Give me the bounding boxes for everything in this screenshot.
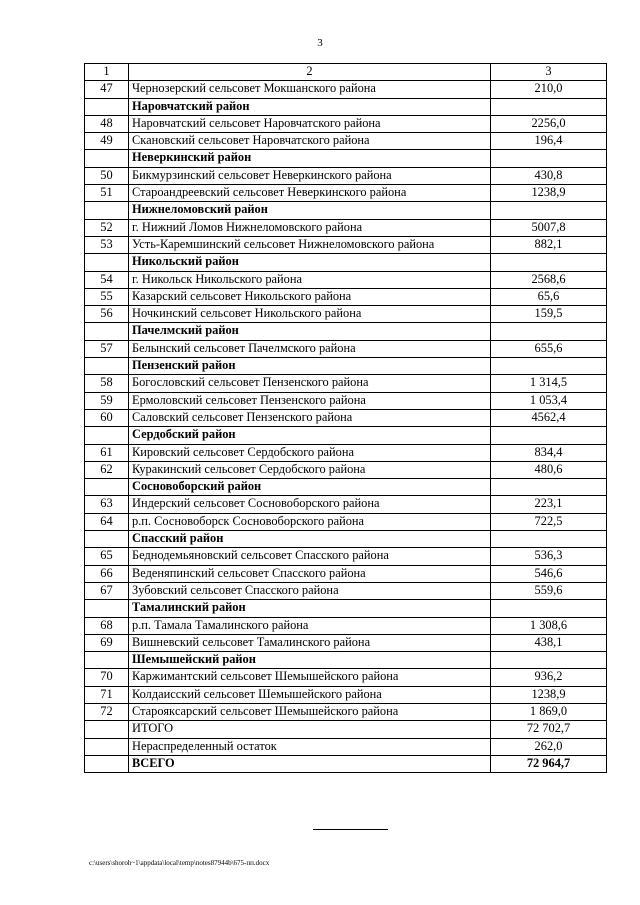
table-row — [85, 444, 607, 461]
total-row — [85, 738, 607, 755]
amount-value: 65,6 — [491, 288, 607, 305]
district-name: Тамалинский район — [129, 600, 491, 617]
municipality-name: Наровчатский сельсовет Наровчатского района — [129, 115, 491, 132]
municipality-name: г. Нижний Ломов Нижнеломовского района — [129, 219, 491, 236]
amount-value: 480,6 — [491, 461, 607, 478]
district-name: Пензенский район — [129, 358, 491, 375]
district-name: Никольский район — [129, 254, 491, 271]
table-row — [85, 703, 607, 720]
district-name: Сердобский район — [129, 427, 491, 444]
amount-value: 262,0 — [491, 738, 607, 755]
municipality-name: Зубовский сельсовет Спасского района — [129, 582, 491, 599]
table-header-row — [85, 64, 607, 81]
table-row — [85, 219, 607, 236]
value-cell — [491, 479, 607, 496]
amount-value: 5007,8 — [491, 219, 607, 236]
value-cell — [491, 427, 607, 444]
row-number-cell — [85, 323, 129, 340]
district-header-row — [85, 479, 607, 496]
row-number-cell — [85, 479, 129, 496]
table-row — [85, 565, 607, 582]
header-col-3: 3 — [491, 64, 607, 81]
row-number: 64 — [85, 513, 129, 530]
district-header-row — [85, 600, 607, 617]
table-row — [85, 115, 607, 132]
value-cell — [491, 600, 607, 617]
amount-value: 159,5 — [491, 306, 607, 323]
header-col-2: 2 — [129, 64, 491, 81]
municipality-name: Ермоловский сельсовет Пензенского района — [129, 392, 491, 409]
row-number: 52 — [85, 219, 129, 236]
row-number: 66 — [85, 565, 129, 582]
row-number — [85, 738, 129, 755]
row-number-cell — [85, 150, 129, 167]
table-row — [85, 392, 607, 409]
row-number: 59 — [85, 392, 129, 409]
row-number: 58 — [85, 375, 129, 392]
row-number-cell — [85, 531, 129, 548]
municipality-name: Кировский сельсовет Сердобского района — [129, 444, 491, 461]
header-col-1: 1 — [85, 64, 129, 81]
row-number: 67 — [85, 582, 129, 599]
amount-value: 559,6 — [491, 582, 607, 599]
municipality-name: Староандреевский сельсовет Неверкинского района — [129, 185, 491, 202]
district-name: Пачелмский район — [129, 323, 491, 340]
table-row — [85, 81, 607, 98]
district-name: Нижнеломовский район — [129, 202, 491, 219]
district-header-row — [85, 323, 607, 340]
district-header-row — [85, 98, 607, 115]
row-number: 63 — [85, 496, 129, 513]
amount-value: 196,4 — [491, 133, 607, 150]
value-cell — [491, 98, 607, 115]
footer-file-path: c:\users\shoroh~1\appdata\local\temp\notes87944b\675-пп.docx — [89, 859, 270, 867]
row-number-cell — [85, 652, 129, 669]
row-number: 50 — [85, 167, 129, 184]
municipality-name: Куракинский сельсовет Сердобского района — [129, 461, 491, 478]
municipality-name: Богословский сельсовет Пензенского района — [129, 375, 491, 392]
row-number: 53 — [85, 236, 129, 253]
district-header-row — [85, 254, 607, 271]
row-number: 56 — [85, 306, 129, 323]
value-cell — [491, 202, 607, 219]
amount-value: 2568,6 — [491, 271, 607, 288]
municipality-name: Индерский сельсовет Сосновоборского района — [129, 496, 491, 513]
table-row — [85, 582, 607, 599]
amount-value: 72 964,7 — [491, 755, 607, 772]
amount-value: 430,8 — [491, 167, 607, 184]
municipality-name: Веденяпинский сельсовет Спасского района — [129, 565, 491, 582]
table-row — [85, 185, 607, 202]
district-header-row — [85, 358, 607, 375]
amount-value: 1 308,6 — [491, 617, 607, 634]
amount-value: 2256,0 — [491, 115, 607, 132]
row-number: 47 — [85, 81, 129, 98]
total-row — [85, 721, 607, 738]
district-name: Неверкинский район — [129, 150, 491, 167]
municipality-name: Нераспределенный остаток — [129, 738, 491, 755]
value-cell — [491, 358, 607, 375]
table-row — [85, 340, 607, 357]
table-row — [85, 167, 607, 184]
row-number: 57 — [85, 340, 129, 357]
district-name: Спасский район — [129, 531, 491, 548]
amount-value: 4562,4 — [491, 409, 607, 426]
table-row — [85, 461, 607, 478]
row-number: 54 — [85, 271, 129, 288]
value-cell — [491, 652, 607, 669]
amount-value: 546,6 — [491, 565, 607, 582]
row-number-cell — [85, 202, 129, 219]
table-row — [85, 617, 607, 634]
table-row — [85, 513, 607, 530]
row-number-cell — [85, 427, 129, 444]
amount-value: 1 053,4 — [491, 392, 607, 409]
table-row — [85, 496, 607, 513]
value-cell — [491, 323, 607, 340]
district-header-row — [85, 202, 607, 219]
table-row — [85, 686, 607, 703]
amount-value: 1238,9 — [491, 185, 607, 202]
amount-value: 72 702,7 — [491, 721, 607, 738]
page-number: 3 — [317, 37, 323, 49]
row-number: 60 — [85, 409, 129, 426]
table-row — [85, 375, 607, 392]
row-number-cell — [85, 254, 129, 271]
row-number: 51 — [85, 185, 129, 202]
row-number: 49 — [85, 133, 129, 150]
district-name: Сосновоборский район — [129, 479, 491, 496]
amount-value: 722,5 — [491, 513, 607, 530]
district-header-row — [85, 531, 607, 548]
row-number: 71 — [85, 686, 129, 703]
table-row — [85, 548, 607, 565]
row-number-cell — [85, 600, 129, 617]
value-cell — [491, 150, 607, 167]
row-number: 69 — [85, 634, 129, 651]
row-number — [85, 755, 129, 772]
table-row — [85, 133, 607, 150]
row-number: 62 — [85, 461, 129, 478]
value-cell — [491, 254, 607, 271]
row-number-cell — [85, 98, 129, 115]
amount-value: 1 869,0 — [491, 703, 607, 720]
row-number-cell — [85, 358, 129, 375]
amount-value: 210,0 — [491, 81, 607, 98]
district-header-row — [85, 150, 607, 167]
table-row — [85, 306, 607, 323]
amount-value: 882,1 — [491, 236, 607, 253]
row-number: 61 — [85, 444, 129, 461]
municipality-name: ИТОГО — [129, 721, 491, 738]
allocation-table — [84, 63, 607, 773]
district-header-row — [85, 652, 607, 669]
row-number: 48 — [85, 115, 129, 132]
amount-value: 936,2 — [491, 669, 607, 686]
amount-value: 655,6 — [491, 340, 607, 357]
municipality-name: Бикмурзинский сельсовет Неверкинского района — [129, 167, 491, 184]
row-number: 72 — [85, 703, 129, 720]
end-rule — [313, 829, 388, 830]
row-number: 70 — [85, 669, 129, 686]
municipality-name: Вишневский сельсовет Тамалинского района — [129, 634, 491, 651]
row-number: 65 — [85, 548, 129, 565]
table-row — [85, 409, 607, 426]
row-number: 68 — [85, 617, 129, 634]
municipality-name: р.п. Сосновоборск Сосновоборского района — [129, 513, 491, 530]
municipality-name: Колдаисский сельсовет Шемышейского района — [129, 686, 491, 703]
district-header-row — [85, 427, 607, 444]
value-cell — [491, 531, 607, 548]
municipality-name: Староякcарский сельсовет Шемышейского района — [129, 703, 491, 720]
municipality-name: р.п. Тамала Тамалинского района — [129, 617, 491, 634]
table-row — [85, 271, 607, 288]
municipality-name: Казарский сельсовет Никольского района — [129, 288, 491, 305]
amount-value: 834,4 — [491, 444, 607, 461]
municipality-name: Белынский сельсовет Пачелмского района — [129, 340, 491, 357]
grand-total-row — [85, 755, 607, 772]
municipality-name: Скановский сельсовет Наровчатского района — [129, 133, 491, 150]
municipality-name: Каржимантский сельсовет Шемышейского района — [129, 669, 491, 686]
district-name: Наровчатский район — [129, 98, 491, 115]
table-row — [85, 669, 607, 686]
table-row — [85, 288, 607, 305]
municipality-name: Чернозерский сельсовет Мокшанского района — [129, 81, 491, 98]
municipality-name: Усть-Каремшинский сельсовет Нижнеломовского района — [129, 236, 491, 253]
table-body — [85, 64, 607, 773]
municipality-name: Саловский сельсовет Пензенского района — [129, 409, 491, 426]
municipality-name: Беднодемьяновский сельсовет Спасского района — [129, 548, 491, 565]
amount-value: 1 314,5 — [491, 375, 607, 392]
row-number: 55 — [85, 288, 129, 305]
amount-value: 1238,9 — [491, 686, 607, 703]
amount-value: 223,1 — [491, 496, 607, 513]
municipality-name: ВСЕГО — [129, 755, 491, 772]
municipality-name: г. Никольск Никольского района — [129, 271, 491, 288]
municipality-name: Ночкинский сельсовет Никольского района — [129, 306, 491, 323]
table-row — [85, 236, 607, 253]
district-name: Шемышейский район — [129, 652, 491, 669]
amount-value: 438,1 — [491, 634, 607, 651]
row-number — [85, 721, 129, 738]
amount-value: 536,3 — [491, 548, 607, 565]
table-row — [85, 634, 607, 651]
